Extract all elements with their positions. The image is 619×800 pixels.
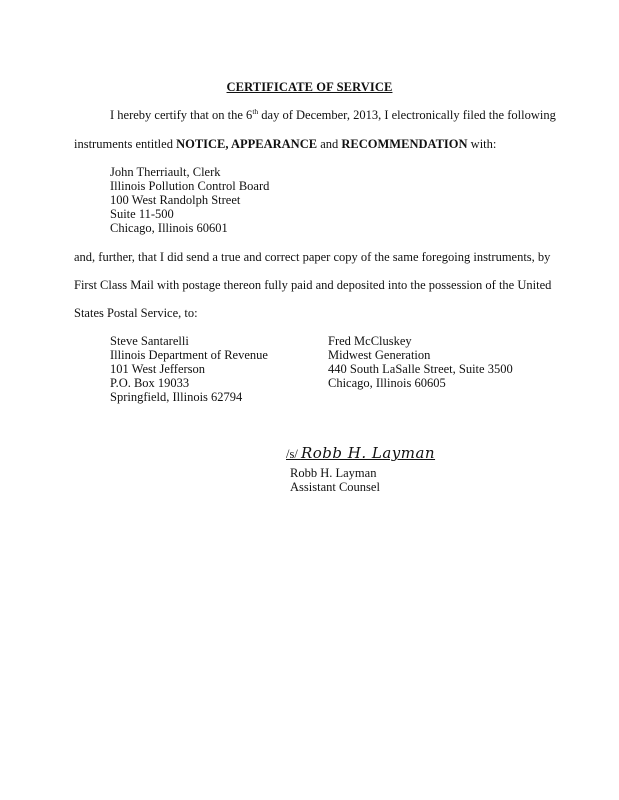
instruments-conjunction: and <box>317 137 342 151</box>
recipient-right-block <box>328 334 513 390</box>
signature-line <box>286 444 435 462</box>
certify-text-end: day of December, 2013, I electronically filed the following <box>258 108 556 122</box>
document-title: CERTIFICATE OF SERVICE <box>226 80 393 94</box>
clerk-organization: Illinois Pollution Control Board <box>110 179 270 193</box>
recipient-left-name: Steve Santarelli <box>110 334 189 348</box>
instruments-text-start: instruments entitled <box>74 137 177 151</box>
recipient-right-name: Fred McCluskey <box>328 334 412 348</box>
instruments-line <box>74 137 496 152</box>
certify-paragraph <box>110 108 556 123</box>
clerk-name: John Therriault, Clerk <box>110 165 221 179</box>
signature-script: Robb H. Layman <box>300 444 436 462</box>
signer-block <box>290 466 380 494</box>
further-line-2: First Class Mail with postage thereon fully paid and deposited into the possession of the United <box>74 278 552 292</box>
signature-underline <box>286 444 436 462</box>
instrument-names: NOTICE, APPEARANCE <box>176 137 318 151</box>
signer-role: Assistant Counsel <box>290 480 380 494</box>
instruments-text-end: with: <box>467 137 497 151</box>
clerk-suite: Suite 11-500 <box>110 207 174 221</box>
recipient-right-street: 440 South LaSalle Street, Suite 3500 <box>328 362 513 376</box>
recipient-right-organization: Midwest Generation <box>328 348 431 362</box>
recipient-left-organization: Illinois Department of Revenue <box>110 348 268 362</box>
clerk-city: Chicago, Illinois 60601 <box>110 221 228 235</box>
further-line-1: and, further, that I did send a true and correct paper copy of the same foregoing instruments, by <box>74 250 551 264</box>
recipient-right-city: Chicago, Illinois 60605 <box>328 376 446 390</box>
signature-prefix: /s/ <box>286 447 301 461</box>
recipient-left-pobox: P.O. Box 19033 <box>110 376 190 390</box>
further-line-3: States Postal Service, to: <box>74 306 198 320</box>
certify-text-start: I hereby certify that on the 6 <box>110 108 253 122</box>
recipient-left-block <box>110 334 268 404</box>
clerk-address-block <box>110 165 269 235</box>
signer-name: Robb H. Layman <box>290 466 377 480</box>
recipient-left-city: Springfield, Illinois 62794 <box>110 390 243 404</box>
certify-ordinal-suffix: th <box>252 107 259 116</box>
clerk-street: 100 West Randolph Street <box>110 193 241 207</box>
recipient-left-street: 101 West Jefferson <box>110 362 206 376</box>
instrument-recommendation: RECOMMENDATION <box>341 137 468 151</box>
